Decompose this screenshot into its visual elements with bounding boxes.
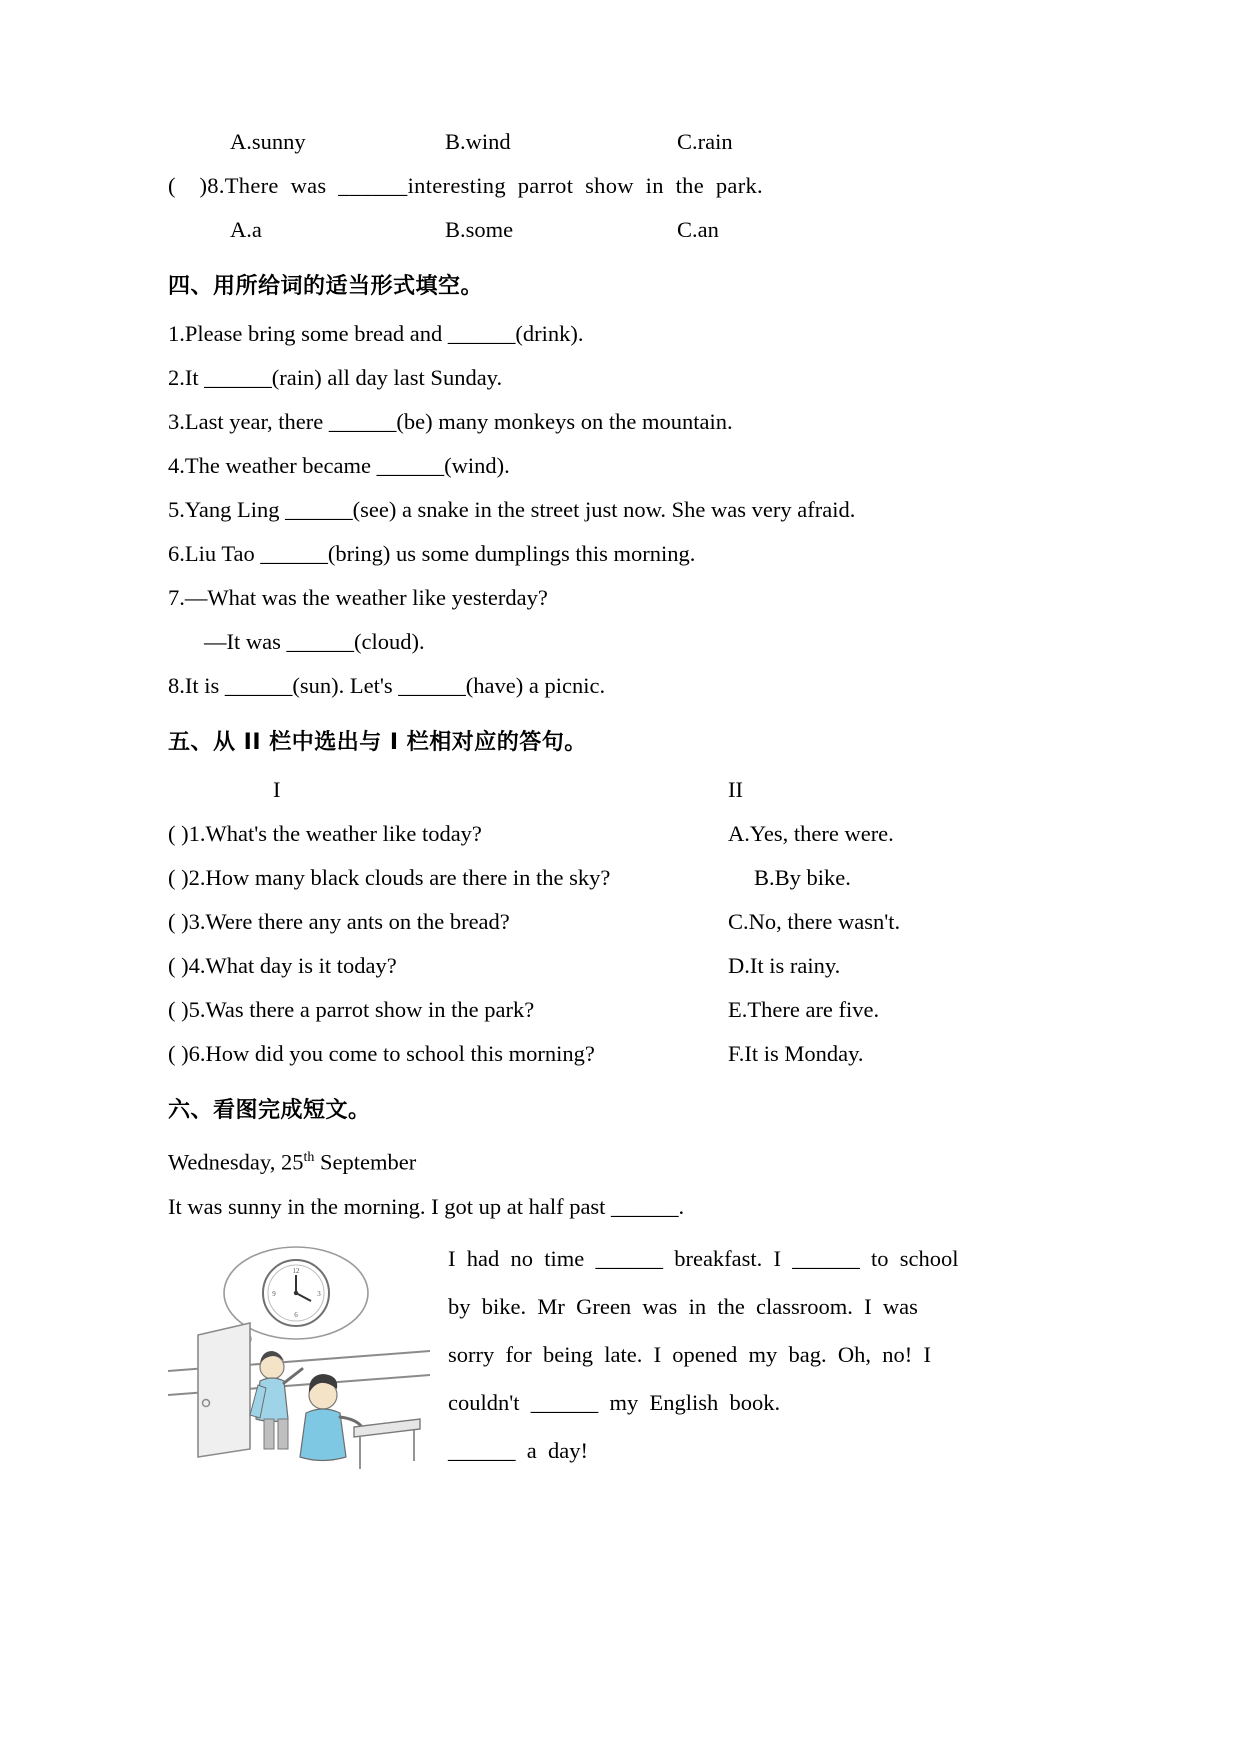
match-question-5: ( )5.Was there a parrot show in the park? — [168, 997, 535, 1022]
svg-text:9: 9 — [272, 1289, 276, 1298]
diary-line-1: I had no time ______ breakfast. I ______ to school — [448, 1245, 959, 1271]
option-a[interactable]: A.a — [230, 217, 262, 242]
svg-text:6: 6 — [294, 1310, 298, 1319]
diary-intro: It was sunny in the morning. I got up at half past ______. — [168, 1193, 685, 1219]
match-question-1: ( )1.What's the weather like today? — [168, 821, 482, 846]
match-row — [168, 944, 1073, 988]
diary-line-3: sorry for being late. I opened my bag. Oh, no! I — [448, 1341, 932, 1367]
section-4-heading: 四、用所给词的适当形式填空。 — [168, 274, 484, 299]
section-4-item-7-answer: —It was ______(cloud). — [204, 629, 425, 654]
match-answer-f: F.It is Monday. — [728, 1041, 864, 1066]
option-c[interactable]: C.rain — [677, 129, 733, 154]
section-4-item-8: 8.It is ______(sun). Let's ______(have) a picnic. — [168, 673, 606, 698]
match-answer-c: C.No, there wasn't. — [728, 909, 901, 934]
section-4-item-3: 3.Last year, there ______(be) many monkeys on the mountain. — [168, 409, 733, 434]
option-b[interactable]: B.some — [445, 217, 514, 242]
match-row — [168, 988, 1073, 1032]
section-4-item-6: 6.Liu Tao ______(bring) us some dumplings this morning. — [168, 541, 696, 566]
column-i-label: I — [273, 777, 281, 802]
match-row — [168, 812, 1073, 856]
section-4-item-7: 7.—What was the weather like yesterday? — [168, 585, 548, 610]
diary-date — [168, 1136, 1073, 1185]
diary-line-5: ______ a day! — [448, 1437, 588, 1463]
match-answer-d: D.It is rainy. — [728, 953, 841, 978]
diary-line-2: by bike. Mr Green was in the classroom. I was — [448, 1293, 918, 1319]
section-6-heading: 六、看图完成短文。 — [168, 1098, 371, 1123]
match-question-3: ( )3.Were there any ants on the bread? — [168, 909, 510, 934]
match-row — [168, 1032, 1073, 1076]
option-b[interactable]: B.wind — [445, 129, 511, 154]
diary-date-ordinal: th — [303, 1150, 315, 1165]
match-row — [168, 900, 1073, 944]
worksheet-content — [168, 120, 1073, 1475]
diary-date-main: Wednesday, 25 — [168, 1149, 304, 1175]
section-4-item-4: 4.The weather became ______(wind). — [168, 453, 510, 478]
section-4-item-1: 1.Please bring some bread and ______(drink). — [168, 321, 584, 346]
match-row — [168, 856, 1073, 900]
match-columns-header — [168, 768, 1073, 812]
column-ii-label: II — [728, 777, 743, 802]
classroom-clock-illustration — [168, 1243, 430, 1475]
diary-body-block — [168, 1235, 1073, 1475]
section-5-heading: 五、从 II 栏中选出与 I 栏相对应的答句。 — [168, 730, 587, 755]
diary-line-4: couldn't ______ my English book. — [448, 1389, 781, 1415]
question-7-options — [168, 120, 1073, 164]
match-answer-b: B.By bike. — [754, 865, 851, 890]
match-answer-a: A.Yes, there were. — [728, 821, 894, 846]
match-question-2: ( )2.How many black clouds are there in the sky? — [168, 865, 611, 890]
diary-paragraph — [448, 1235, 1073, 1475]
option-a[interactable]: A.sunny — [230, 129, 306, 154]
svg-text:12: 12 — [292, 1266, 300, 1275]
diary-date-month: September — [314, 1149, 417, 1175]
svg-text:3: 3 — [317, 1289, 321, 1298]
section-4-item-2: 2.It ______(rain) all day last Sunday. — [168, 365, 503, 390]
match-question-4: ( )4.What day is it today? — [168, 953, 397, 978]
section-4-item-5: 5.Yang Ling ______(see) a snake in the street just now. She was very afraid. — [168, 497, 856, 522]
question-8: ( )8.There was ______interesting parrot show in the park. — [168, 173, 763, 198]
question-8-options — [168, 208, 1073, 252]
match-answer-e: E.There are five. — [728, 997, 880, 1022]
match-question-6: ( )6.How did you come to school this morning? — [168, 1041, 595, 1066]
option-c[interactable]: C.an — [677, 217, 719, 242]
